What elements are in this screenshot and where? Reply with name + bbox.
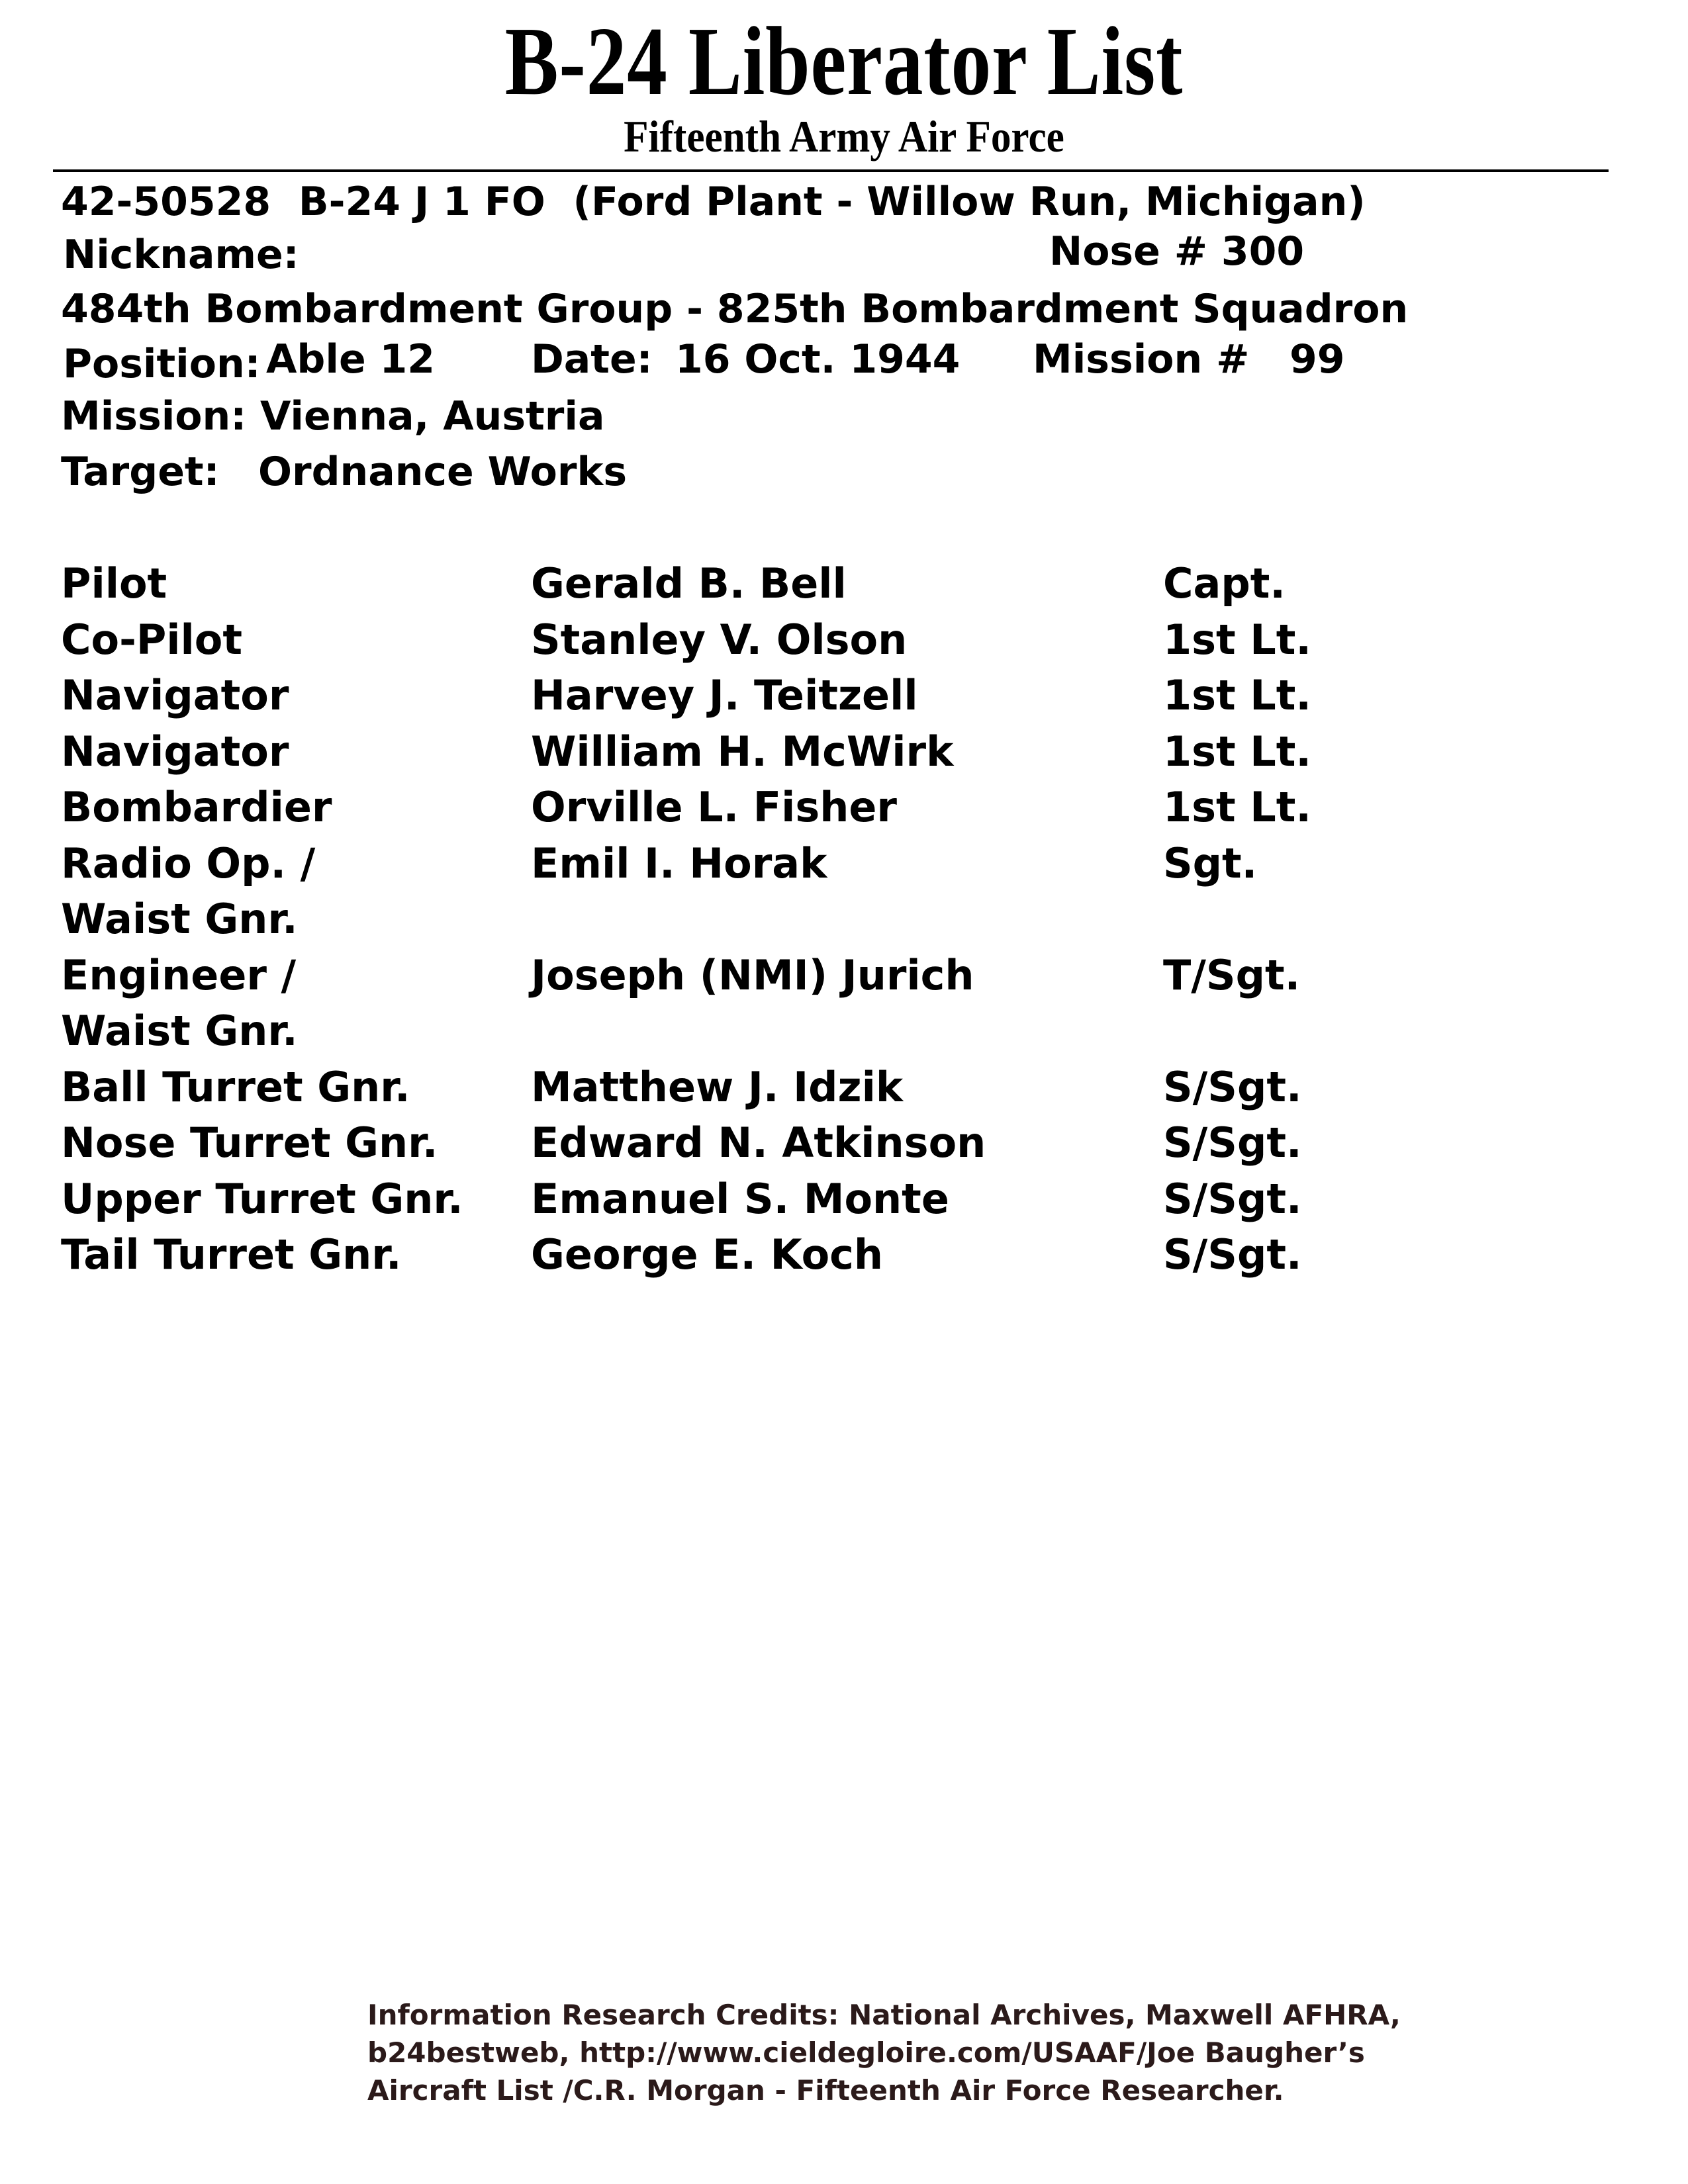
crew-row [61, 612, 1517, 668]
crew-name: Stanley V. Olson [531, 615, 908, 664]
credits-line: Information Research Credits: National Archives, Maxwell AFHRA, [367, 1999, 1401, 2031]
crew-row [61, 1171, 1517, 1228]
page-subtitle: Fifteenth Army Air Force [624, 111, 1064, 161]
crew-rank: S/Sgt. [1163, 1174, 1302, 1223]
crew-name: Gerald B. Bell [531, 559, 847, 608]
crew-position: Tail Turret Gnr. [61, 1230, 402, 1279]
crew-name: William H. McWirk [531, 727, 954, 776]
crew-position: Upper Turret Gnr. [61, 1174, 463, 1223]
crew-name: Emil I. Horak [531, 839, 827, 887]
crew-row [61, 780, 1517, 836]
nickname-label: Nickname: [63, 232, 299, 278]
crew-row [61, 556, 1517, 612]
target-label: Target: [61, 449, 220, 495]
target-value: Ordnance Works [258, 449, 628, 495]
crew-position: Navigator [61, 727, 289, 776]
crew-name: George E. Koch [531, 1230, 884, 1279]
crew-name: Harvey J. Teitzell [531, 671, 918, 719]
nose-number: Nose # 300 [1049, 228, 1305, 275]
date-label: Date: [531, 336, 653, 383]
date-value: 16 Oct. 1944 [675, 336, 961, 383]
unit-line: 484th Bombardment Group - 825th Bombardment Squadron [61, 286, 1409, 332]
crew-position: Bombardier [61, 783, 332, 831]
crew-position: Navigator [61, 671, 289, 719]
crew-row [61, 948, 1517, 1060]
crew-name: Orville L. Fisher [531, 783, 898, 831]
crew-rank: 1st Lt. [1163, 727, 1311, 776]
crew-row [61, 1227, 1517, 1283]
crew-row [61, 1115, 1517, 1171]
crew-row [61, 836, 1517, 948]
research-credits [367, 1996, 1427, 2109]
crew-position: Radio Op. / Waist Gnr. [61, 839, 316, 943]
crew-position: Nose Turret Gnr. [61, 1118, 438, 1167]
crew-row [61, 1060, 1517, 1116]
crew-rank: S/Sgt. [1163, 1062, 1302, 1111]
mission-label: Mission: [61, 393, 247, 439]
crew-rank: T/Sgt. [1163, 950, 1301, 999]
crew-rank: S/Sgt. [1163, 1118, 1302, 1167]
crew-rank: 1st Lt. [1163, 615, 1311, 664]
crew-rank: 1st Lt. [1163, 783, 1311, 831]
credits-line: b24bestweb, http://www.cieldegloire.com/USAAF/Joe Baugher’s [367, 2036, 1365, 2069]
title-divider [53, 169, 1609, 172]
page-title: B-24 Liberator List [504, 7, 1184, 116]
credits-line: Aircraft List /C.R. Morgan - Fifteenth Air Force Researcher. [367, 2074, 1284, 2107]
crew-rank: S/Sgt. [1163, 1230, 1302, 1279]
crew-name: Matthew J. Idzik [531, 1062, 904, 1111]
mission-number-label: Mission # [1033, 336, 1250, 383]
crew-position: Co-Pilot [61, 615, 243, 664]
crew-name: Edward N. Atkinson [531, 1118, 986, 1167]
mission-number-value: 99 [1289, 336, 1345, 383]
position-value: Able 12 [266, 336, 436, 383]
serial-line: 42-50528 B-24 J 1 FO (Ford Plant - Willow Run, Michigan) [61, 179, 1366, 225]
crew-position: Engineer / Waist Gnr. [61, 950, 298, 1055]
crew-row [61, 724, 1517, 780]
crew-name: Emanuel S. Monte [531, 1174, 949, 1223]
crew-rank: Capt. [1163, 559, 1286, 608]
crew-position: Ball Turret Gnr. [61, 1062, 410, 1111]
crew-rank: 1st Lt. [1163, 671, 1311, 719]
crew-name: Joseph (NMI) Jurich [531, 950, 974, 999]
crew-rank: Sgt. [1163, 839, 1258, 887]
mission-value: Vienna, Austria [260, 393, 605, 439]
crew-row [61, 668, 1517, 724]
position-label: Position: [63, 341, 261, 387]
crew-list [61, 556, 1517, 1283]
crew-position: Pilot [61, 559, 167, 608]
